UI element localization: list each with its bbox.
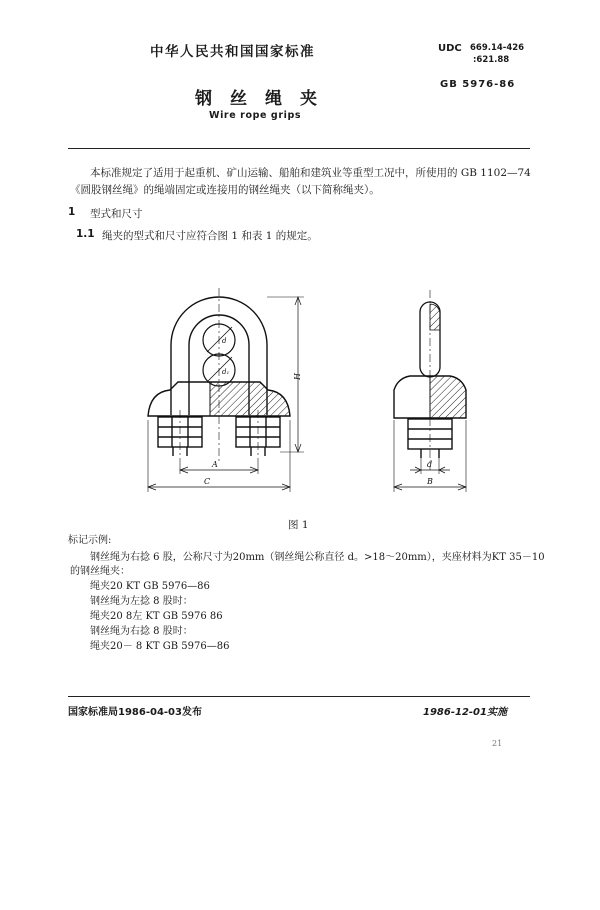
effective-date: 1986-12-01实施 [423, 707, 507, 718]
dim-d-label: d [222, 337, 227, 345]
intro-line-2: 《圆股钢丝绳》的绳端固定或连接用的钢丝绳夹（以下简称绳夹）。 [70, 184, 380, 196]
document-title-english: Wire rope grips [209, 110, 302, 121]
example-line-4: 钢丝绳为右捻 8 股时： [90, 626, 193, 637]
section-1-number: 1 [68, 206, 76, 218]
intro-line-1: 本标准规定了适用于起重机、矿山运输、船舶和建筑业等重型工况中，所使用的 GB 1102—74 [90, 167, 531, 179]
example-line-3: 钢丝绳为左捻 8 股时： [90, 596, 193, 607]
dim-B-label: B [427, 477, 433, 486]
clause-1-1-text: 绳夹的型式和尺寸应符合图 1 和表 1 的规定。 [102, 230, 318, 242]
example-line-1: 钢丝绳为右捻 6 股，公称尺寸为20mm（钢丝绳公称直径 d。>18～20mm），夹座材料为KT 35－10 [90, 552, 545, 563]
udc-code-1: 669.14-426 [470, 43, 525, 53]
clause-1-1-number: 1.1 [76, 228, 95, 240]
issue-date: 国家标准局1986-04-03发布 [68, 707, 202, 718]
section-1-heading: 型式和尺寸 [90, 208, 143, 220]
front-view [148, 288, 304, 492]
gb-number: GB 5976-86 [440, 79, 516, 90]
examples-heading: 标记示例: [68, 535, 112, 546]
example-mark-3: 绳夹20－ 8 KT GB 5976—86 [90, 641, 230, 652]
udc-code-2: :621.88 [473, 55, 510, 65]
figure-caption: 图 1 [288, 519, 309, 531]
example-mark-2: 绳夹20 8左 KT GB 5976 86 [90, 611, 223, 622]
example-line-2: 的钢丝绳夹： [70, 566, 130, 577]
page-number: 21 [492, 739, 503, 748]
standard-name: 中华人民共和国国家标准 [150, 44, 315, 60]
document-title: 钢丝绳夹 [195, 89, 335, 109]
dim-H-label: H [293, 373, 302, 380]
udc-label: UDC [438, 43, 462, 54]
dim-d1-label: d₁ [222, 368, 230, 376]
dim-A-label: A [212, 460, 218, 469]
example-mark-1: 绳夹20 KT GB 5976—86 [90, 581, 210, 592]
footer-divider [68, 696, 530, 697]
dim-C-label: C [204, 477, 211, 486]
dim-d-side-label: d [427, 460, 433, 469]
